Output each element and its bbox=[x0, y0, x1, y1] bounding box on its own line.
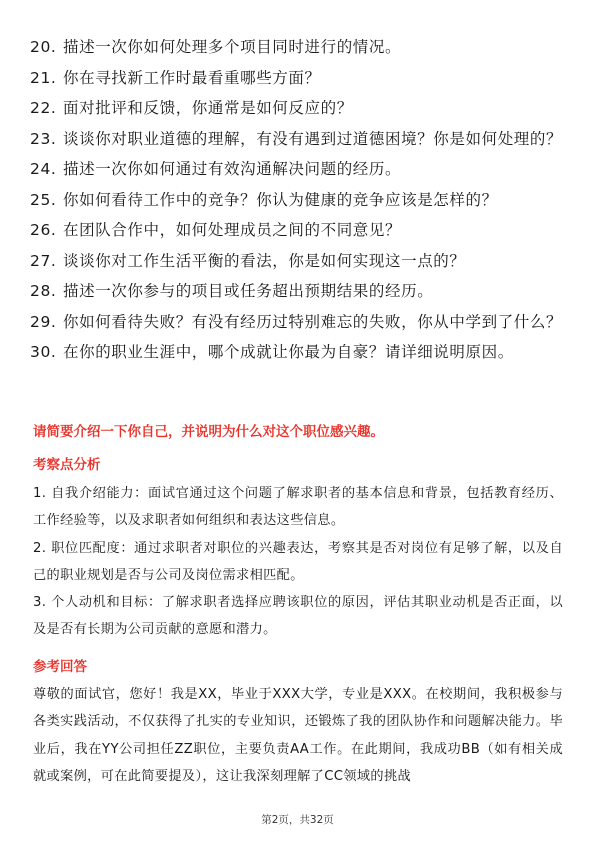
page-footer: 第2页，共32页 bbox=[261, 814, 334, 826]
question-number: 26. bbox=[30, 221, 57, 239]
analysis-point: 1. 自我介绍能力：面试官通过这个问题了解求职者的基本信息和背景，包括教育经历、工作经验等，以及求职者如何组织和表达这些信息。 bbox=[33, 486, 563, 529]
question-item bbox=[30, 65, 570, 91]
reference-heading: 参考回答 bbox=[33, 659, 87, 675]
question-number: 24. bbox=[30, 160, 57, 178]
analysis-heading: 考察点分析 bbox=[33, 457, 101, 473]
question-text: 你如何看待失败？有没有经历过特别难忘的失败，你从中学到了什么？ bbox=[63, 312, 563, 331]
question-number: 27. bbox=[30, 251, 57, 270]
question-text: 谈谈你对工作生活平衡的看法，你是如何实现这一点的？ bbox=[63, 251, 466, 270]
question-item bbox=[30, 156, 570, 182]
question-item bbox=[30, 187, 570, 213]
question-text: 描述一次你参与的项目或任务超出预期结果的经历。 bbox=[63, 282, 434, 300]
question-item bbox=[30, 278, 570, 304]
question-number: 23. bbox=[30, 129, 57, 148]
question-item bbox=[30, 339, 570, 365]
analysis-point: 3. 个人动机和目标：了解求职者选择应聘该职位的原因，评估其职业动机是否正面，以及是否有长期为公司贡献的意愿和潜力。 bbox=[33, 595, 563, 638]
reference-section bbox=[33, 657, 563, 790]
question-item bbox=[30, 248, 570, 274]
question-item bbox=[30, 34, 570, 60]
question-number: 25. bbox=[30, 190, 57, 209]
question-number: 21. bbox=[30, 68, 57, 87]
question-item bbox=[30, 95, 570, 121]
question-number: 28. bbox=[30, 282, 57, 300]
question-item bbox=[30, 309, 570, 335]
analysis-section bbox=[33, 455, 563, 644]
question-text: 你如何看待工作中的竞争？你认为健康的竞争应该是怎样的？ bbox=[63, 190, 498, 209]
featured-question: 请简要介绍一下你自己，并说明为什么对这个职位感兴趣。 bbox=[33, 424, 384, 440]
question-item bbox=[30, 126, 570, 152]
question-item bbox=[30, 217, 570, 243]
reference-answer: 尊敬的面试官，您好！我是XX，毕业于XXX大学，专业是XXX。在校期间，我积极参与各类实践活动，不仅获得了扎实的专业知识，还锻炼了我的团队协作和问题解决能力。毕业后，我在YY公司担任ZZ职位，主要负责AA工作。在此期间，我成功BB（如有相关成就或案例，可在此简要提及），这让我深刻理解了CC领域的挑战 bbox=[33, 687, 563, 784]
question-list bbox=[30, 34, 570, 370]
question-text: 描述一次你如何通过有效沟通解决问题的经历。 bbox=[63, 160, 402, 178]
question-number: 20. bbox=[30, 38, 57, 56]
question-text: 面对批评和反馈，你通常是如何反应的？ bbox=[63, 99, 353, 117]
featured-question-block bbox=[33, 422, 563, 442]
question-text: 谈谈你对职业道德的理解，有没有遇到过道德困境？你是如何处理的？ bbox=[63, 129, 563, 148]
analysis-point: 2. 职位匹配度：通过求职者对职位的兴趣表达，考察其是否对岗位有足够了解，以及自己的职业规划是否与公司及岗位需求相匹配。 bbox=[33, 540, 563, 583]
question-number: 30. bbox=[30, 343, 57, 361]
question-number: 22. bbox=[30, 99, 57, 117]
question-text: 在你的职业生涯中，哪个成就让你最为自豪？请详细说明原因。 bbox=[63, 343, 514, 361]
question-text: 在团队合作中，如何处理成员之间的不同意见？ bbox=[63, 221, 402, 239]
question-text: 你在寻找新工作时最看重哪些方面？ bbox=[63, 68, 321, 87]
question-text: 描述一次你如何处理多个项目同时进行的情况。 bbox=[63, 38, 402, 56]
question-number: 29. bbox=[30, 312, 57, 331]
